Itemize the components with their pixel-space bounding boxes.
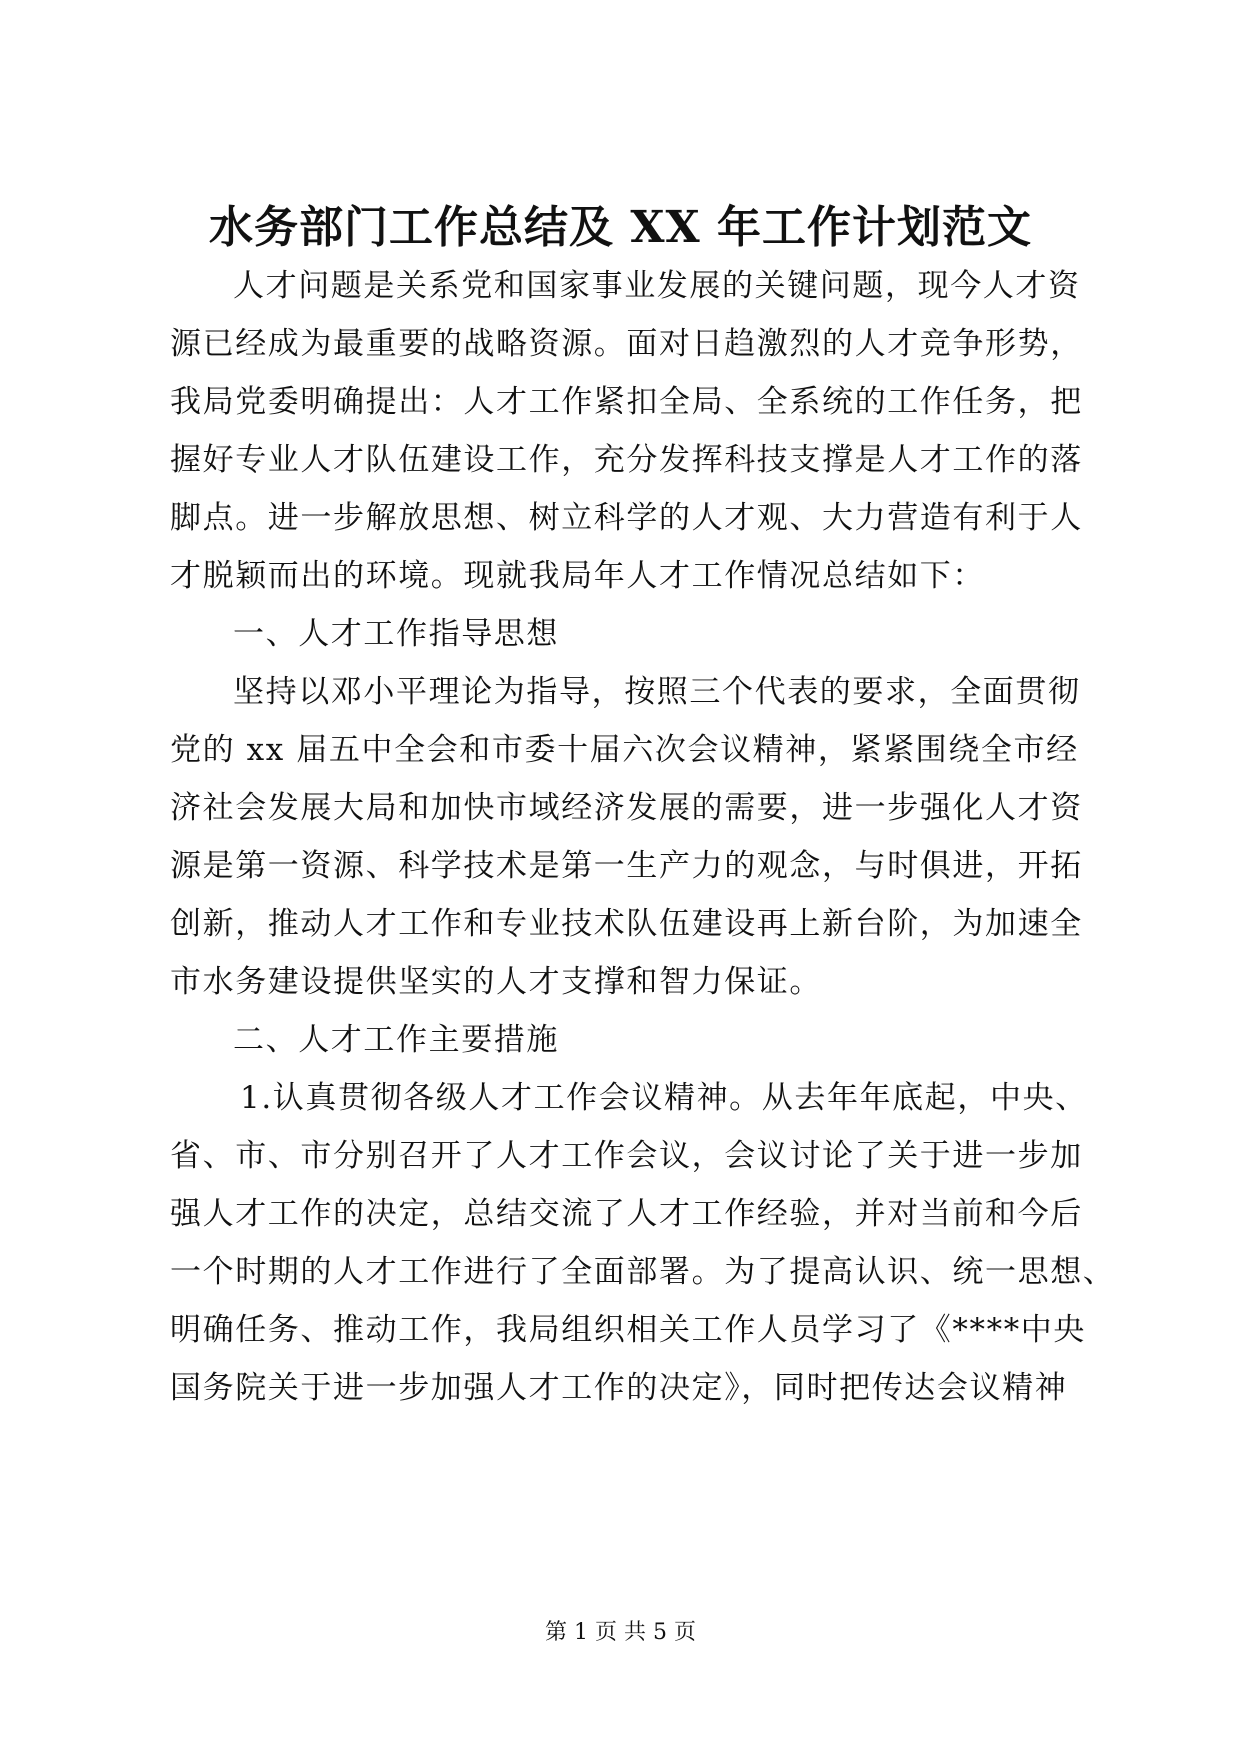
body-line: 坚持以邓小平理论为指导，按照三个代表的要求，全面贯彻 — [233, 674, 1081, 710]
body-line: 源已经成为最重要的战略资源。面对日趋激烈的人才竞争形势， — [170, 326, 1083, 362]
body-line: 我局党委明确提出：人才工作紧扣全局、全系统的工作任务，把 — [170, 384, 1083, 420]
body-line: 一个时期的人才工作进行了全面部署。为了提高认识、统一思想、 — [170, 1254, 1116, 1290]
body-line: 脚点。进一步解放思想、树立科学的人才观、大力营造有利于人 — [170, 500, 1083, 536]
document-title: 水务部门工作总结及 XX 年工作计划范文 — [209, 202, 1032, 253]
body-line: 济社会发展大局和加快市域经济发展的需要，进一步强化人才资 — [170, 790, 1083, 826]
section-heading: 一、人才工作指导思想 — [233, 616, 559, 652]
body-line: 人才问题是关系党和国家事业发展的关键问题，现今人才资 — [233, 268, 1081, 304]
body-line: 省、市、市分别召开了人才工作会议，会议讨论了关于进一步加 — [170, 1138, 1083, 1174]
body-line: 党的 xx 届五中全会和市委十届六次会议精神，紧紧围绕全市经 — [170, 732, 1079, 768]
page-number-footer: 第 1 页 共 5 页 — [545, 1620, 696, 1645]
body-line: 握好专业人才队伍建设工作，充分发挥科技支撑是人才工作的落 — [170, 442, 1083, 478]
body-line: 市水务建设提供坚实的人才支撑和智力保证。 — [170, 964, 822, 1000]
body-line: 1.认真贯彻各级人才工作会议精神。从去年年底起，中央、 — [240, 1080, 1088, 1116]
body-line: 创新，推动人才工作和专业技术队伍建设再上新台阶，为加速全 — [170, 906, 1083, 942]
body-line: 强人才工作的决定，总结交流了人才工作经验，并对当前和今后 — [170, 1196, 1083, 1232]
body-line: 国务院关于进一步加强人才工作的决定》，同时把传达会议精神 — [170, 1370, 1068, 1406]
body-line: 才脱颖而出的环境。现就我局年人才工作情况总结如下： — [170, 558, 985, 594]
section-heading: 二、人才工作主要措施 — [233, 1022, 559, 1058]
body-line: 源是第一资源、科学技术是第一生产力的观念，与时俱进，开拓 — [170, 848, 1083, 884]
body-line: 明确任务、推动工作，我局组织相关工作人员学习了《****中央 — [170, 1312, 1086, 1348]
